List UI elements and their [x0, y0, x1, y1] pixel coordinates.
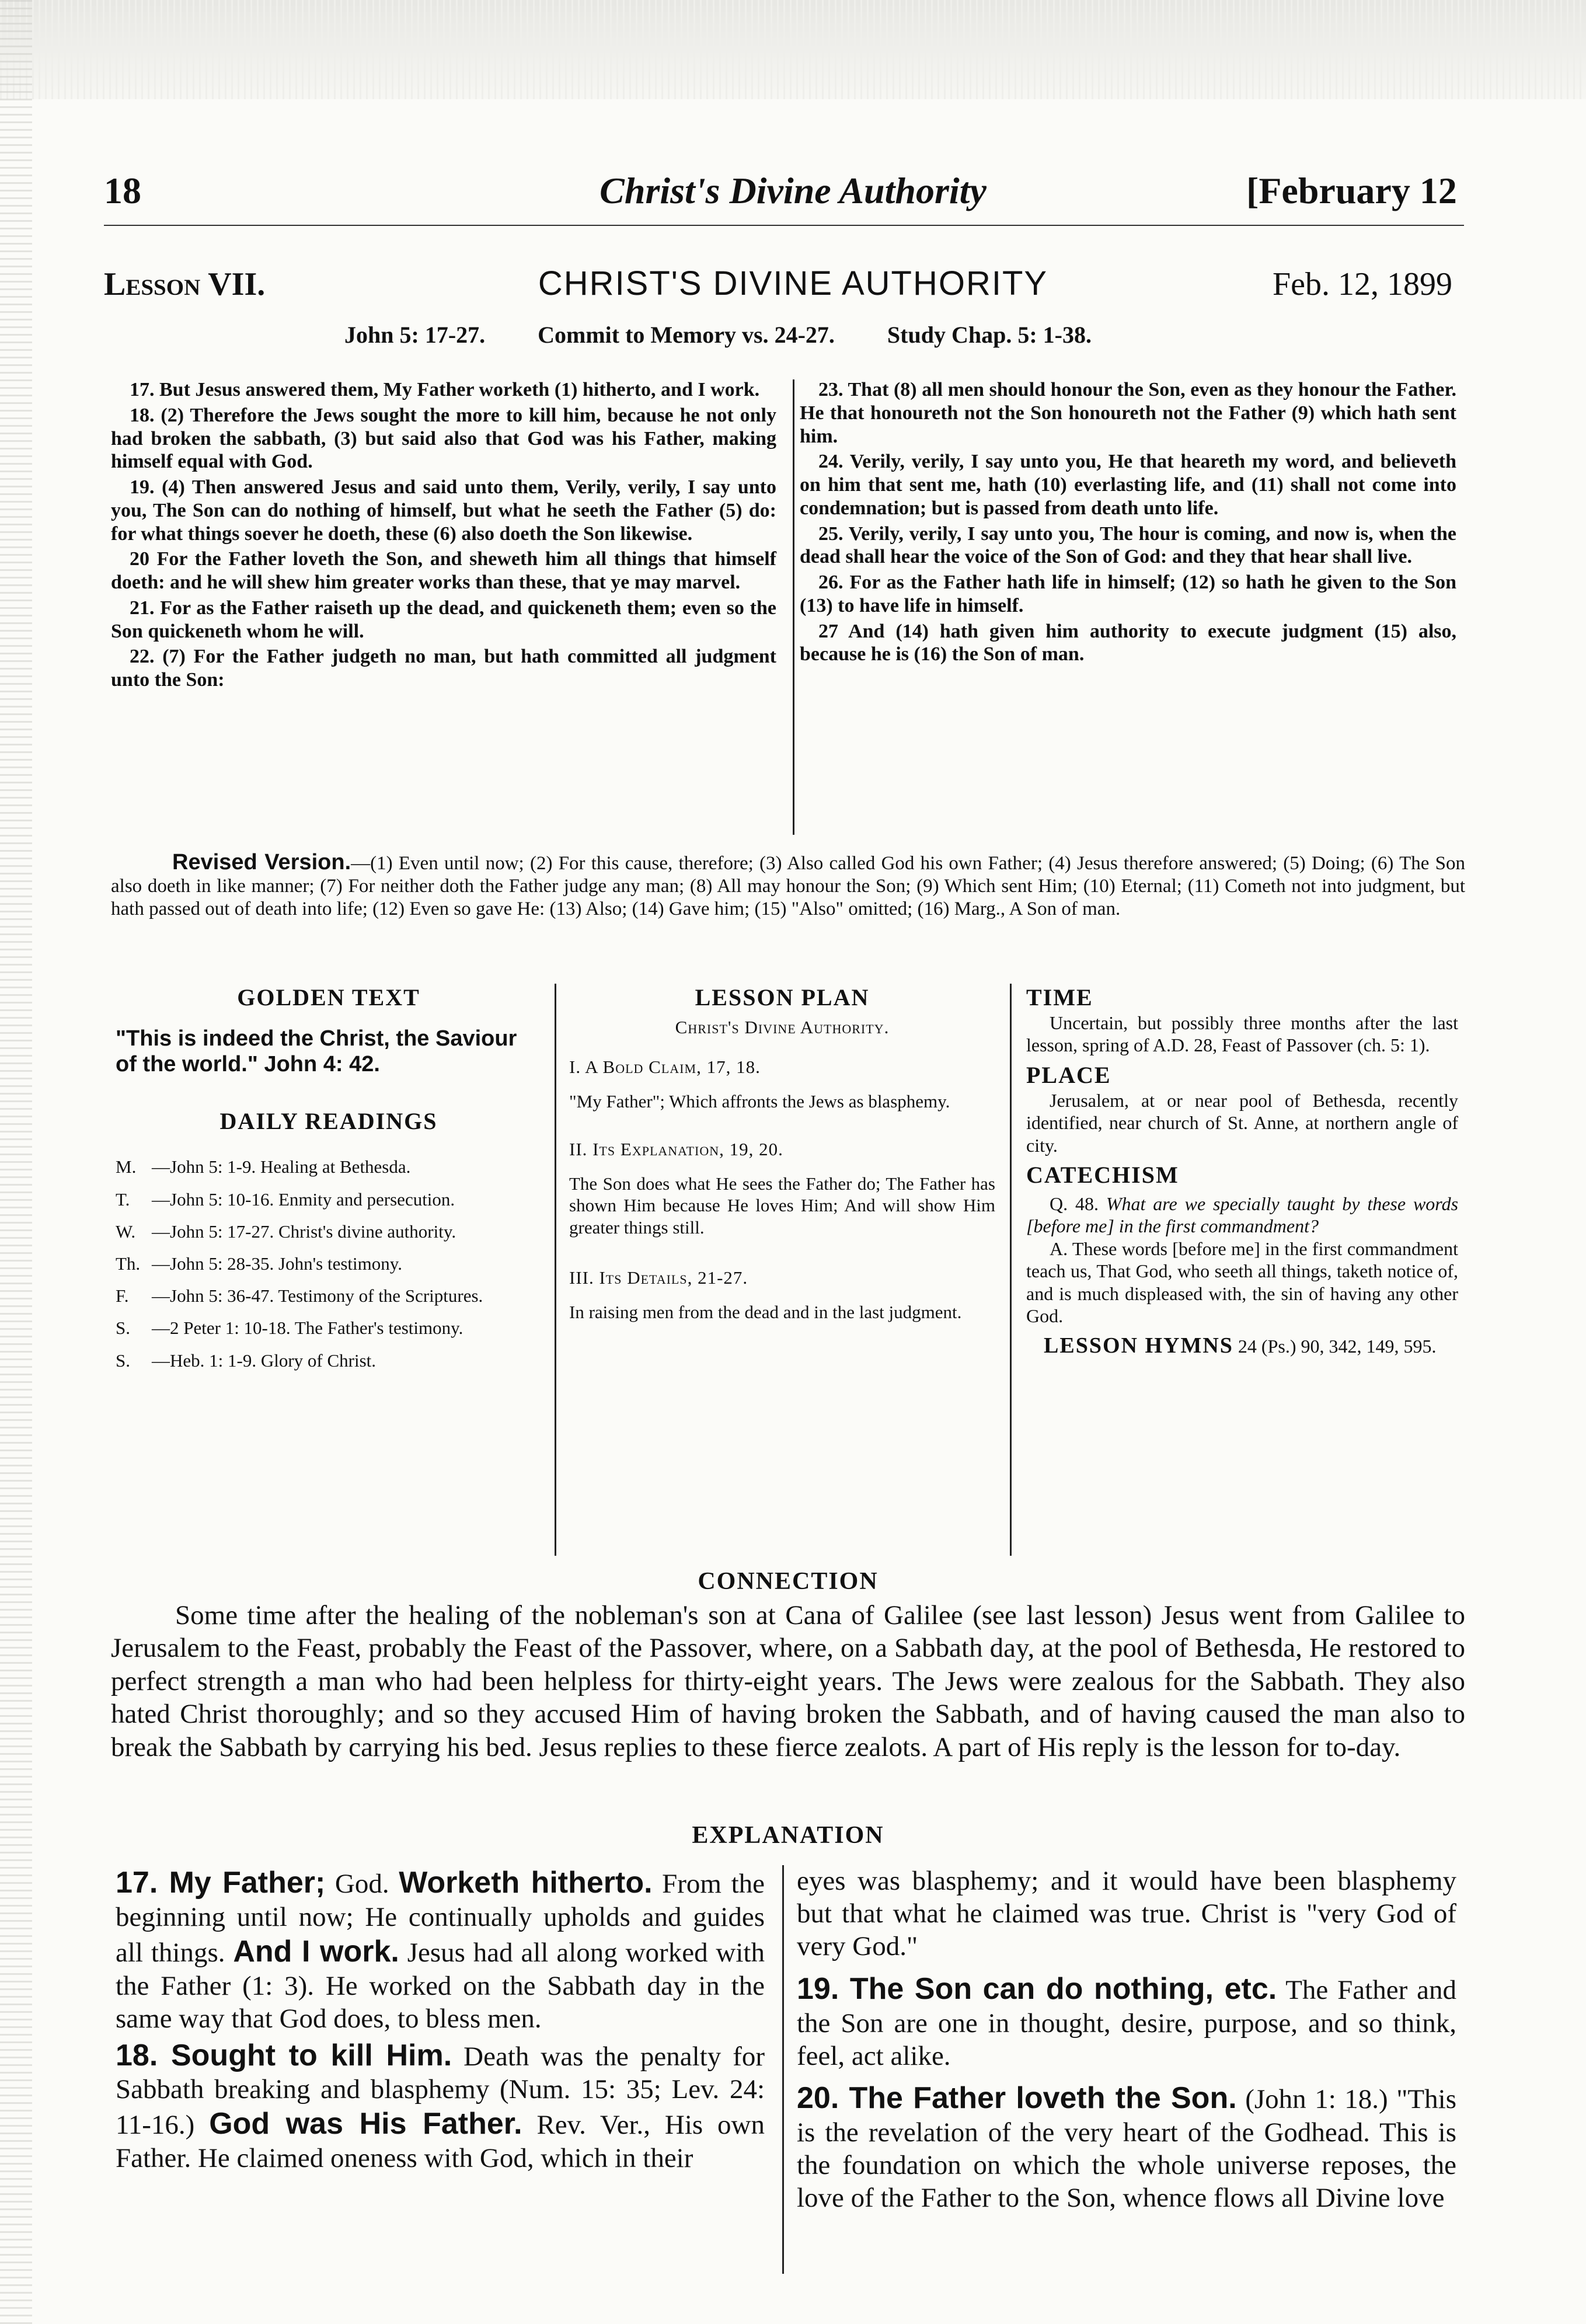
connection-heading: CONNECTION: [698, 1568, 879, 1595]
expl-18-text-a: Death was the penalty for Sabbath breaking and blasphemy (Num. 15: 35; Lev. 24: 11-16.): [116, 2041, 765, 2141]
expl-17-head-b: Worketh hitherto.: [399, 1866, 653, 1900]
expl-18-head-a: 18. Sought to kill Him.: [116, 2038, 452, 2072]
question-number: Q. 48.: [1050, 1193, 1099, 1214]
expl-17-head-c: And I work.: [233, 1934, 399, 1968]
memory-ref: Commit to Memory vs. 24-27.: [538, 322, 835, 348]
expl-17-text-b: From the beginning until now; He continually upholds and guides all things.: [116, 1869, 765, 1968]
catechism-answer: A. These words [before me] in the first commandment teach us, That God, who seeth all things, taketh notice of, and is much displeased with, the sin of having any other God.: [1026, 1238, 1458, 1326]
reading-text: —Heb. 1: 1-9. Glory of Christ.: [152, 1350, 377, 1371]
verse-27: 27 And (14) hath given him authority to execute judgment (15) also, because he is (16) the Son of man.: [800, 620, 1456, 666]
lesson-title: CHRIST'S DIVINE AUTHORITY: [538, 264, 1048, 302]
lesson-number: Lesson VII.: [104, 266, 266, 302]
explanation-divider: [782, 1865, 784, 2274]
reading-item: [116, 1317, 542, 1339]
expl-20-text: (John 1: 18.) "This is the revelation of the very heart of the Godhead. This is the foundation on which the whole universe reposes, the love of the Father to the Son, whence flows all Divine love: [797, 2084, 1456, 2214]
reading-item: [116, 1253, 542, 1274]
verse-25: 25. Verily, verily, I say unto you, The hour is coming, and now is, when the dead shall hear the voice of the Son of God: and they that hear shall live.: [800, 522, 1456, 568]
reading-day: T.: [116, 1189, 130, 1210]
reference-line: [344, 321, 1278, 349]
plan-part-text: The Son does what He sees the Father do; The Father has shown Him because He loves Him; And will show Him greater things still.: [569, 1173, 995, 1238]
verse-24: 24. Verily, verily, I say unto you, He that heareth my word, and believeth on him that sent me, hath (10) everlasting life, and (11) shall not come into condemnation; but is passed from death unto life.: [800, 451, 1456, 519]
reading-day: M.: [116, 1156, 137, 1177]
plan-part-text: "My Father"; Which affronts the Jews as blasphemy.: [569, 1091, 950, 1112]
reading-text: —John 5: 1-9. Healing at Bethesda.: [152, 1156, 411, 1177]
reading-item: [116, 1156, 542, 1177]
verse-19: 19. (4) Then answered Jesus and said unto them, Verily, verily, I say unto you, The Son can do nothing of himself, but what he seeth the Father (5) do: for what things soever he doeth, these (6) also doeth the Son likewise.: [111, 476, 776, 545]
scan-noise-top: [0, 0, 1586, 99]
expl-17-text-a: God.: [325, 1869, 399, 1899]
explanation-verse-19: [797, 1971, 1456, 2073]
reading-item: [116, 1221, 542, 1242]
plan-part-title: II. Its Explanation, 19, 20.: [569, 1139, 783, 1160]
plan-part-text: In raising men from the dead and in the last judgment.: [569, 1301, 962, 1322]
verse-17: 17. But Jesus answered them, My Father worketh (1) hitherto, and I work.: [130, 379, 760, 400]
golden-text: [116, 1026, 542, 1077]
golden-readings-column: [116, 984, 542, 1382]
info-divider-2: [1010, 984, 1012, 1556]
reading-day: Th.: [116, 1253, 141, 1274]
lesson-hymns-text: 24 (Ps.) 90, 342, 149, 595.: [1238, 1336, 1437, 1357]
lesson-plan-subtitle: Christ's Divine Authority.: [675, 1017, 890, 1037]
expl-18-head-b: God was His Father.: [209, 2107, 522, 2141]
reading-item: [116, 1350, 542, 1371]
explanation-left-column: [116, 1865, 765, 2177]
golden-text-quote: "This is indeed the Christ, the Saviour of the world.": [116, 1026, 517, 1076]
revised-version: [111, 849, 1465, 921]
plan-part-title: III. Its Details, 21-27.: [569, 1267, 748, 1288]
verse-21: 21. For as the Father raiseth up the dead, and quickeneth them; even so the Son quickeneth whom he will.: [111, 597, 776, 642]
time-text: Uncertain, but possibly three months after the last lesson, spring of A.D. 28, Feast of Passover (ch. 5: 1).: [1026, 1012, 1458, 1056]
expl-19-head: 19. The Son can do nothing, etc.: [797, 1971, 1277, 2006]
verse-22: 22. (7) For the Father judgeth no man, but hath committed all judgment unto the Son:: [111, 646, 776, 691]
connection-text: Some time after the healing of the nobleman's son at Cana of Galilee (see last lesson) Jesus went from Galilee to Jerusalem to the Feast, probably the Feast of the Passover, where, on a Sabbath day, at the pool of Bethesda, He restored to perfect strength a man who had been helpless for thirty-eight years. The Jews were zealous for the Sabbath. They also hated Christ thoroughly; and so they accused Him of having broken the Sabbath, and of having caused the man also to break the Sabbath by carrying his bed. Jesus replies to these fierce zealots. A part of His reply is the lesson for to-day.: [111, 1600, 1465, 1762]
study-ref: Study Chap. 5: 1-38.: [887, 322, 1092, 348]
catechism-heading: CATECHISM: [1026, 1161, 1179, 1188]
expl-20-head: 20. The Father loveth the Son.: [797, 2081, 1237, 2116]
reading-item: [116, 1285, 542, 1306]
passage-ref: John 5: 17-27.: [344, 322, 486, 348]
revised-version-label: Revised Version.: [172, 850, 351, 874]
question-text: What are we specially taught by these words [before me] in the first commandment?: [1026, 1193, 1459, 1237]
verse-26: 26. For as the Father hath life in himself; (12) so hath he given to the Son (13) to have life in himself.: [800, 572, 1456, 616]
header-rule: [104, 225, 1464, 226]
lesson-date: Feb. 12, 1899: [1273, 266, 1452, 302]
running-date: [February 12: [1246, 170, 1457, 211]
reading-text: —John 5: 36-47. Testimony of the Scriptures.: [152, 1285, 483, 1306]
place-text: Jerusalem, at or near pool of Bethesda, recently identified, near church of St. Anne, at northern angle of city.: [1026, 1089, 1458, 1156]
verse-23: 23. That (8) all men should honour the Son, even as they honour the Father. He that honoureth not the Son honoureth not the Father (9) which hath sent him.: [800, 379, 1456, 447]
catechism-question: [1026, 1193, 1458, 1238]
place-heading: PLACE: [1026, 1061, 1111, 1088]
scan-noise-left: [0, 0, 32, 2324]
revised-version-text: —(1) Even until now; (2) For this cause, therefore; (3) Also called God his own Father; (4) Jesus therefore answered; (5) Doing; (6) The Son also doeth in like manner; (7) For neither doth the Father judge any man; (8) All may honour the Son; (9) Which sent Him; (10) Eternal; (11) Cometh not into judgment, but hath passed out of death into life; (12) Even so gave He: (13) Also; (14) Gave him; (15) "Also" omitted; (16) Marg., A Son of man.: [111, 853, 1465, 920]
scripture-divider: [793, 379, 794, 835]
reading-text: —John 5: 10-16. Enmity and persecution.: [152, 1189, 455, 1210]
golden-text-ref: John 4: 42.: [264, 1051, 380, 1076]
explanation-right-column: [797, 1865, 1456, 2217]
expl-18-text-b: Rev. Ver., His own Father. He claimed oneness with God, which in their: [116, 2110, 765, 2174]
explanation-heading: EXPLANATION: [692, 1822, 884, 1849]
daily-readings-heading: DAILY READINGS: [219, 1108, 438, 1135]
verse-20: 20 For the Father loveth the Son, and sheweth him all things that himself doeth: and he will shew him greater works than these, that ye may marvel.: [111, 548, 776, 594]
scripture-left-column: [111, 378, 776, 694]
lesson-hymns-heading: LESSON HYMNS: [1044, 1333, 1233, 1358]
reading-day: W.: [116, 1221, 136, 1242]
plan-part-title: I. A Bold Claim, 17, 18.: [569, 1057, 761, 1077]
explanation-verse-18: [116, 2038, 765, 2176]
reading-day: S.: [116, 1350, 130, 1371]
expl-17-head-a: 17. My Father;: [116, 1866, 326, 1900]
explanation-verse-20: [797, 2081, 1456, 2215]
reading-item: [116, 1189, 542, 1210]
golden-text-heading: GOLDEN TEXT: [237, 984, 420, 1011]
running-title: Christ's Divine Authority: [599, 170, 987, 211]
expl-19-text: The Father and the Son are one in thought, desire, purpose, and so think, feel, act alike.: [797, 1974, 1456, 2071]
reading-text: —John 5: 28-35. John's testimony.: [152, 1253, 402, 1274]
page-number: 18: [104, 170, 141, 211]
reading-text: —2 Peter 1: 10-18. The Father's testimony.: [152, 1318, 463, 1339]
time-heading: TIME: [1026, 984, 1093, 1011]
info-divider-1: [555, 984, 556, 1556]
time-place-column: [1026, 984, 1458, 1360]
lesson-plan-column: [569, 984, 995, 1350]
explanation-verse-17: [116, 1865, 765, 2036]
expl-17-text-c: Jesus had all along worked with the Father (1: 3). He worked on the Sabbath day in the same way that God does, to bless men.: [116, 1937, 765, 2034]
lesson-hymns: [1026, 1333, 1458, 1360]
reading-day: S.: [116, 1318, 130, 1339]
connection-section: [111, 1567, 1465, 1764]
reading-day: F.: [116, 1285, 129, 1306]
reading-text: —John 5: 17-27. Christ's divine authority.: [152, 1221, 456, 1242]
expl-18-continued: eyes was blasphemy; and it would have been blasphemy but that what he claimed was true. Christ is "very God of very God.": [797, 1866, 1456, 1961]
verse-18: 18. (2) Therefore the Jews sought the more to kill him, because he not only had broken the sabbath, (3) but said also that God was his Father, making himself equal with God.: [111, 404, 776, 473]
scripture-right-column: [800, 378, 1456, 668]
lesson-plan-heading: LESSON PLAN: [695, 984, 870, 1011]
